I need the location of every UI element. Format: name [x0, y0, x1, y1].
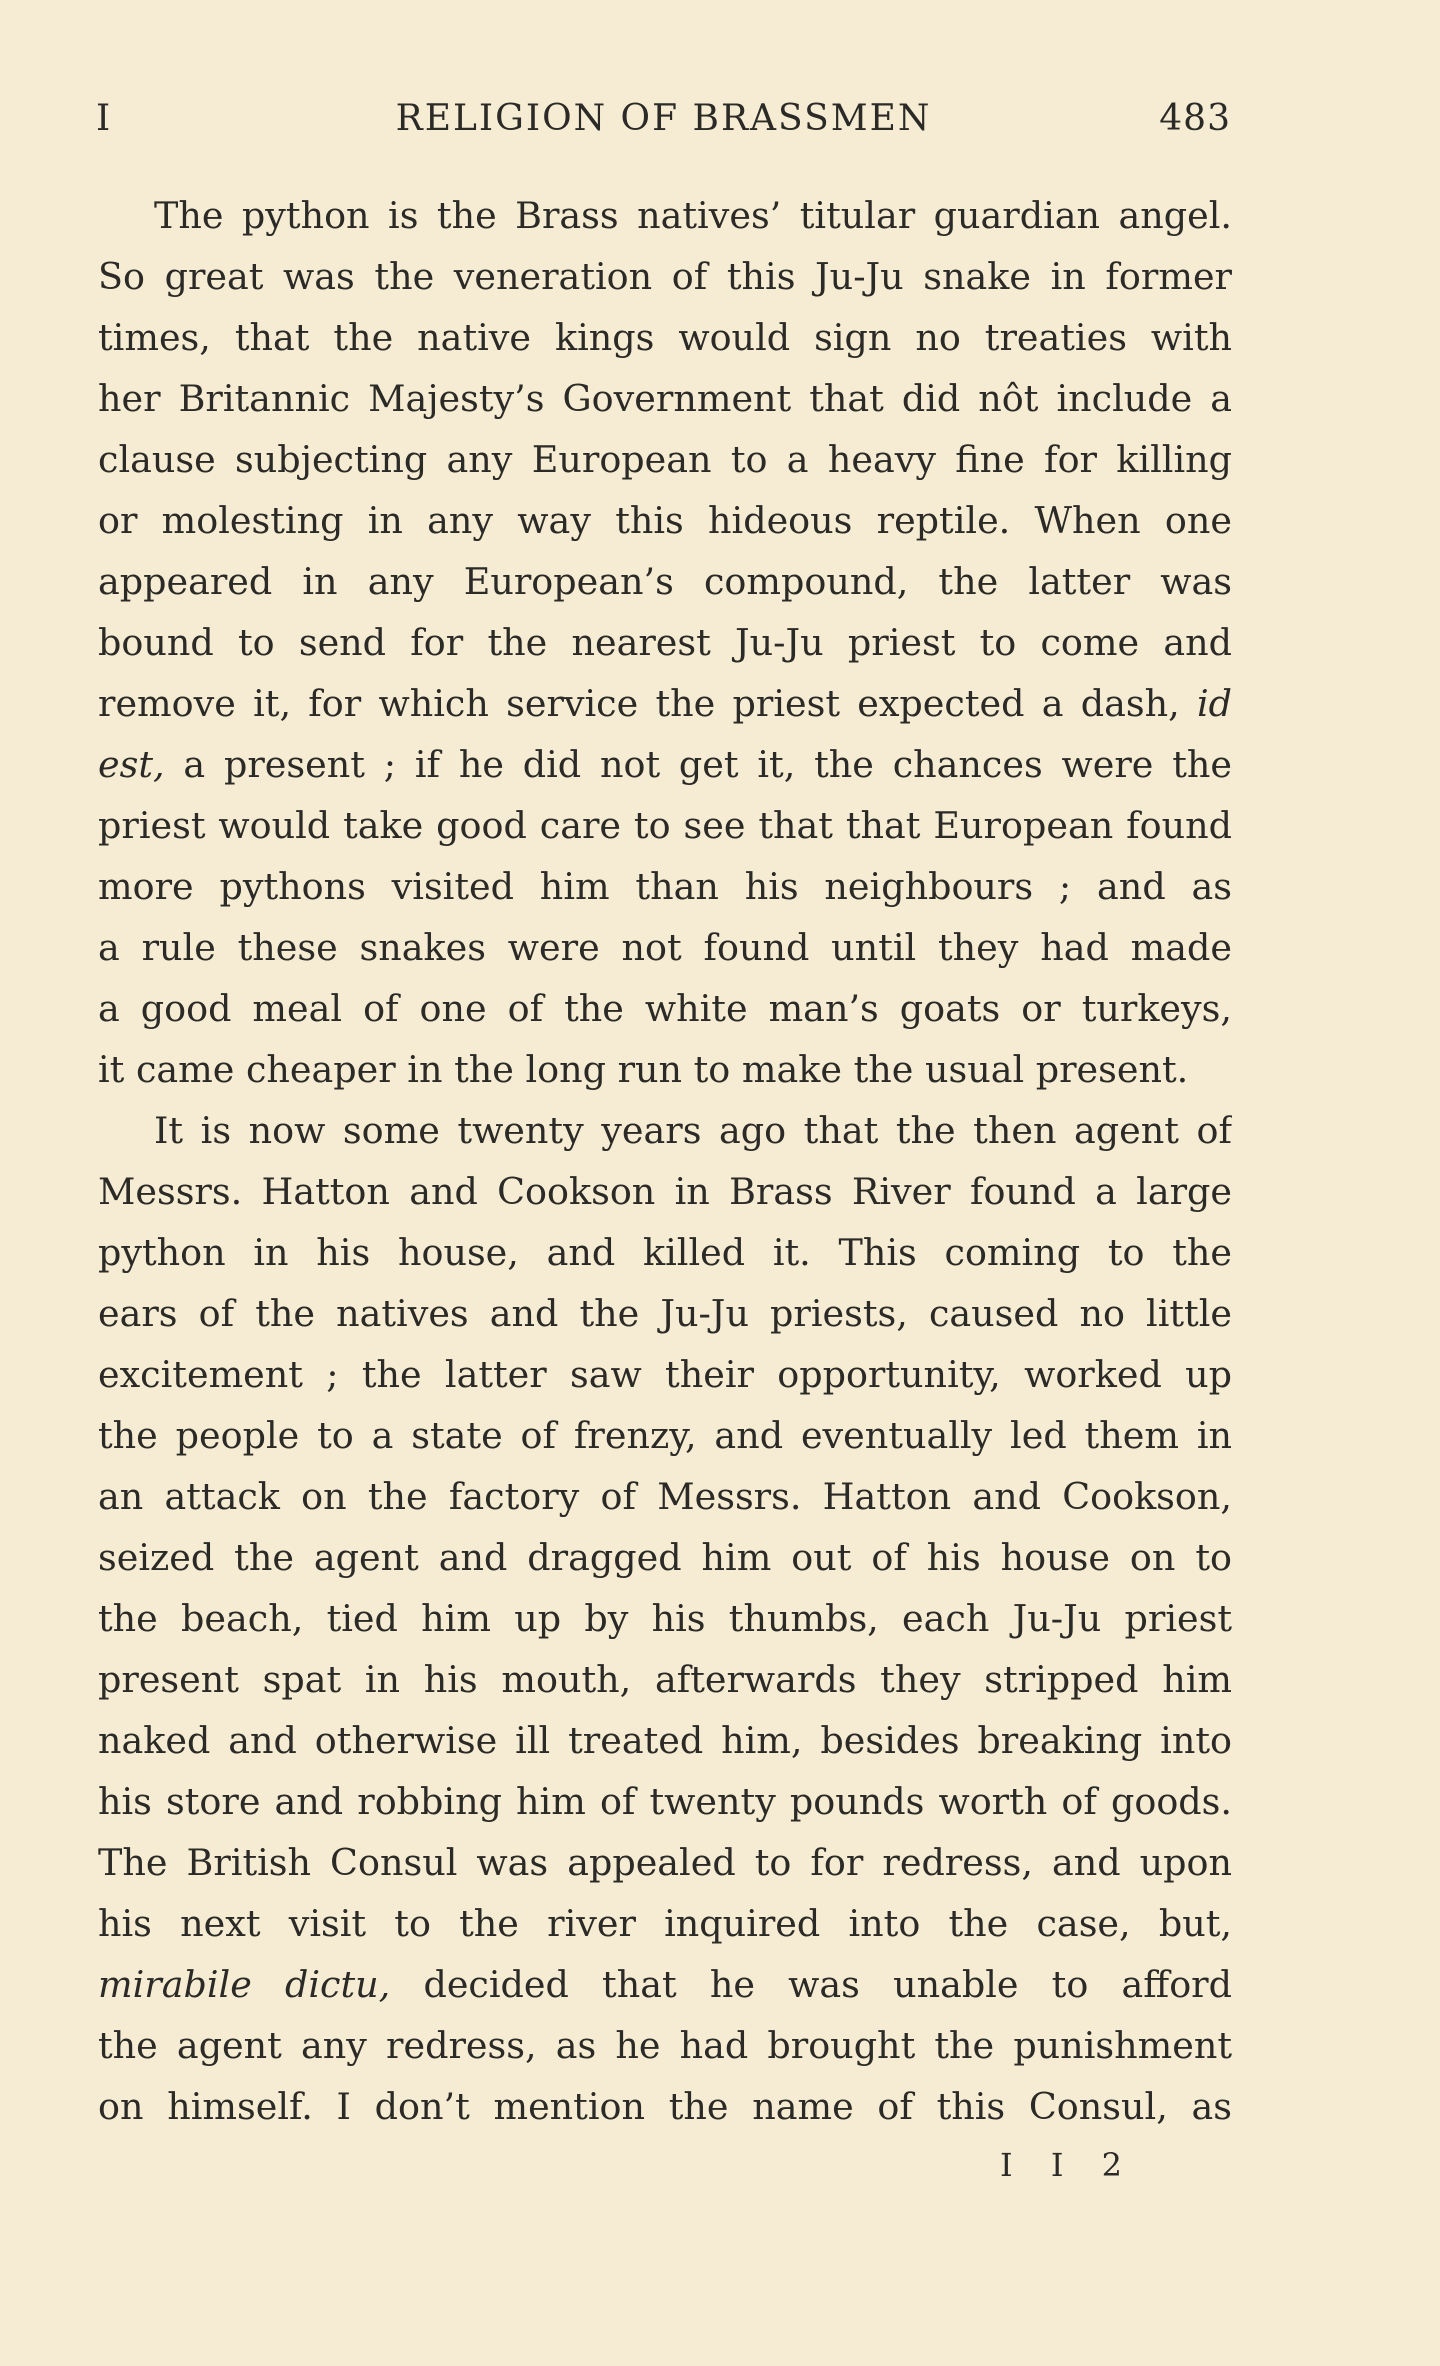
chapter-number: I [96, 98, 112, 139]
running-title: RELIGION OF BRASSMEN [395, 98, 932, 139]
text-line: it came cheaper in the long run to make the usual present. [98, 1048, 1189, 1091]
text-line: present spat in his mouth, afterwards they stripped him [98, 1658, 1232, 1701]
text-line [98, 734, 1232, 795]
text-line: her Britannic Majesty’s Government that did nôt include a [98, 377, 1232, 420]
text-line: python in his house, and killed it. This coming to the [98, 1231, 1232, 1274]
text-line: appeared in any European’s compound, the latter was [98, 560, 1232, 603]
text-line: times, that the native kings would sign no treaties with [98, 316, 1232, 359]
text-line: his store and robbing him of twenty pounds worth of goods. [98, 1780, 1232, 1823]
text-line: or molesting in any way this hideous reptile. When one [98, 499, 1232, 542]
text-segment: remove it, for which service the priest expected a dash, [98, 682, 1197, 725]
text-line: a good meal of one of the white man’s goats or turkeys, [98, 987, 1232, 1030]
text-line: his next visit to the river inquired into the case, but, [98, 1902, 1232, 1945]
text-line: clause subjecting any European to a heavy fine for killing [98, 438, 1232, 481]
body-text [98, 185, 1232, 2137]
italic-text: est, [98, 743, 165, 786]
text-line [98, 673, 1232, 734]
text-line: ears of the natives and the Ju-Ju priests, caused no little [98, 1292, 1232, 1335]
signature-mark: I I 2 [1000, 2146, 1136, 2184]
text-line: The python is the Brass natives’ titular guardian angel. [154, 194, 1232, 237]
text-line: It is now some twenty years ago that the then agent of [154, 1109, 1232, 1152]
text-line: on himself. I don’t mention the name of this Consul, as [98, 2085, 1232, 2128]
text-line: naked and otherwise ill treated him, besides breaking into [98, 1719, 1232, 1762]
text-line: the beach, tied him up by his thumbs, each Ju-Ju priest [98, 1597, 1232, 1640]
text-line: the agent any redress, as he had brought the punishment [98, 2024, 1232, 2067]
italic-text: mirabile dictu, [98, 1963, 391, 2006]
italic-text: id [1196, 682, 1232, 725]
page-number: 483 [1159, 98, 1231, 139]
text-segment: a present ; if he did not get it, the chances were the [164, 743, 1232, 786]
text-segment: decided that he was unable to afford [390, 1963, 1232, 2006]
text-line [98, 1954, 1232, 2015]
text-line: priest would take good care to see that that European found [98, 804, 1232, 847]
text-line: bound to send for the nearest Ju-Ju priest to come and [98, 621, 1232, 664]
text-line: The British Consul was appealed to for redress, and upon [98, 1841, 1232, 1884]
text-line: So great was the veneration of this Ju-Ju snake in former [98, 255, 1232, 298]
running-head [96, 98, 1231, 154]
text-line: more pythons visited him than his neighbours ; and as [98, 865, 1232, 908]
text-line: seized the agent and dragged him out of his house on to [98, 1536, 1232, 1579]
text-line: the people to a state of frenzy, and eventually led them in [98, 1414, 1232, 1457]
text-line: an attack on the factory of Messrs. Hatton and Cookson, [98, 1475, 1232, 1518]
text-line: Messrs. Hatton and Cookson in Brass River found a large [98, 1170, 1232, 1213]
text-line: a rule these snakes were not found until they had made [98, 926, 1232, 969]
text-line: excitement ; the latter saw their opportunity, worked up [98, 1353, 1232, 1396]
